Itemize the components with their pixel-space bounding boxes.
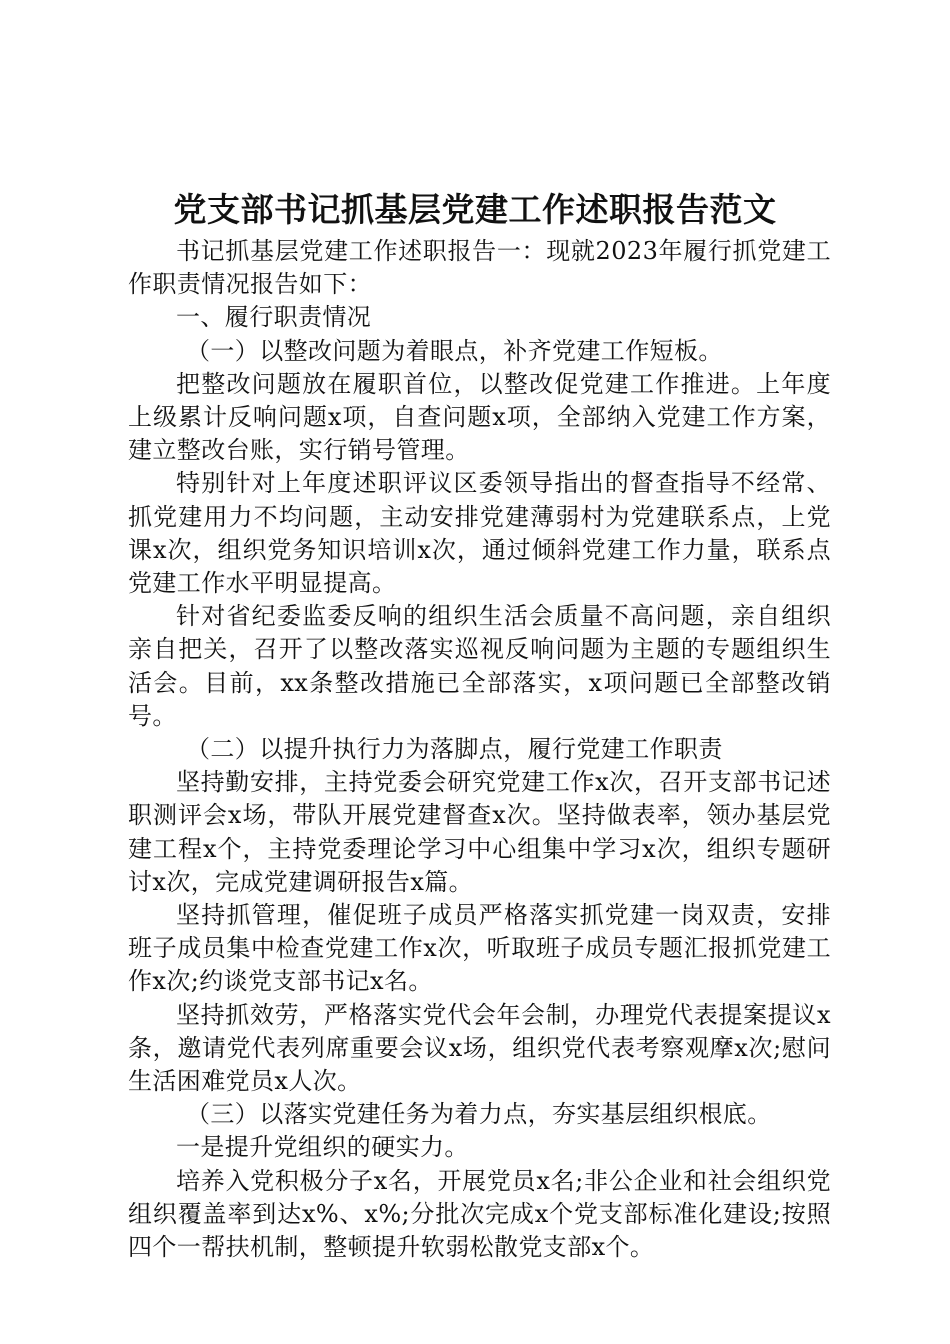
subheading-3: （三）以落实党建任务为着力点，夯实基层组织根底。 xyxy=(186,1100,772,1129)
subheading-1: （一）以整改问题为着眼点，补齐党建工作短板。 xyxy=(186,336,723,365)
paragraph-training: 培养入党积极分子x名，开展党员x名;非公企业和社会组织党组织覆盖率到达x%、x%;分批次完成x个党支部标准化建设;按照四个一帮扶机制，整顿提升软弱松散党支部x个。 xyxy=(128,1166,831,1262)
document-title: 党支部书记抓基层党建工作述职报告范文 xyxy=(173,190,777,229)
paragraph-organization-life: 针对省纪委监委反响的组织生活会质量不高问题，亲自组织亲自把关，召开了以整改落实巡视反响问题为主题的专题组织生活会。目前，xx条整改措施已全部落实，x项问题已全部整改销号。 xyxy=(128,602,831,730)
subheading-2: （二）以提升执行力为落脚点，履行党建工作职责 xyxy=(186,735,723,764)
paragraph-contact-points: 特别针对上年度述职评议区委领导指出的督查指导不经常、抓党建用力不均问题，主动安排党建薄弱村为党建联系点，上党课x次，组织党务知识培训x次，通过倾斜党建工作力量，联系点党建工作水平明显提高。 xyxy=(128,469,831,598)
paragraph-intro: 书记抓基层党建工作述职报告一：现就2023年履行抓党建工作职责情况报告如下： xyxy=(128,237,831,299)
paragraph-arrangement: 坚持勤安排，主持党委会研究党建工作x次，召开支部书记述职测评会x场，带队开展党建督查x次。坚持做表率，领办基层党建工程x个，主持党委理论学习中心组集中学习x次，组织专题研讨x次，完成党建调研报告x篇。 xyxy=(128,768,831,896)
heading-section-1: 一、履行职责情况 xyxy=(176,303,372,332)
paragraph-service: 坚持抓效劳，严格落实党代会年会制，办理党代表提案提议x条，邀请党代表列席重要会议x场，组织党代表考察观摩x次;慰问生活困难党员x人次。 xyxy=(128,1000,831,1096)
document-body xyxy=(128,235,831,1264)
paragraph-hard-power: 一是提升党组织的硬实力。 xyxy=(176,1133,469,1162)
paragraph-management: 坚持抓管理，催促班子成员严格落实抓党建一岗双责，安排班子成员集中检查党建工作x次，听取班子成员专题汇报抓党建工作x次;约谈党支部书记x名。 xyxy=(128,901,831,996)
paragraph-rectification: 把整改问题放在履职首位，以整改促党建工作推进。上年度上级累计反响问题x项，自查问题x项，全部纳入党建工作方案，建立整改台账，实行销号管理。 xyxy=(128,369,831,465)
